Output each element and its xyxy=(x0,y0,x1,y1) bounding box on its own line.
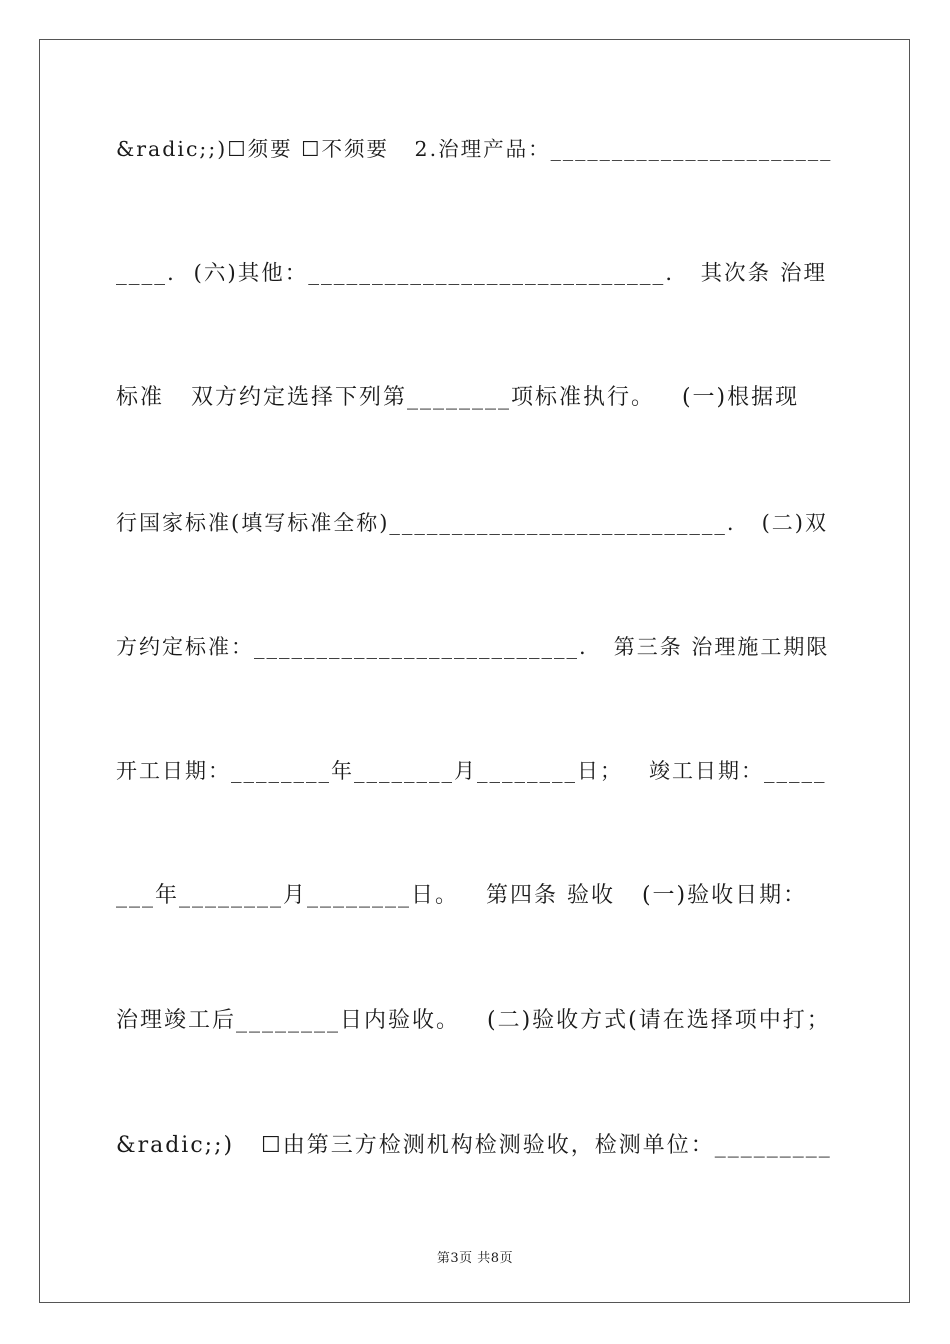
page-number-footer: 第3页 共8页 xyxy=(436,1251,514,1266)
text-line-7: ___年________月________日。 第四条 验收 (一)验收日期： xyxy=(116,883,808,908)
text-line-6: 开工日期：________年________月________日； 竣工日期：_____ xyxy=(116,759,827,783)
page-border xyxy=(39,39,910,1303)
text-line-5: 方约定标准：__________________________. 第三条 治理施工期限 xyxy=(116,635,830,659)
text-line-4: 行国家标准(填写标准全称)___________________________. (二)双 xyxy=(116,511,828,535)
text-line-9: &radic;;) ☐由第三方检测机构检测验收，检测单位：_________ xyxy=(116,1133,832,1158)
text-line-3: 标准 双方约定选择下列第________项标准执行。 (一)根据现 xyxy=(116,385,800,410)
text-line-1: &radic;;)☐须要 ☐不须要 2.治理产品：_______________________ xyxy=(116,137,833,161)
text-line-8: 治理竣工后________日内验收。 (二)验收方式(请在选择项中打； xyxy=(116,1008,831,1033)
text-line-2: ____. (六)其他：____________________________. 其次条 治理 xyxy=(116,261,827,286)
